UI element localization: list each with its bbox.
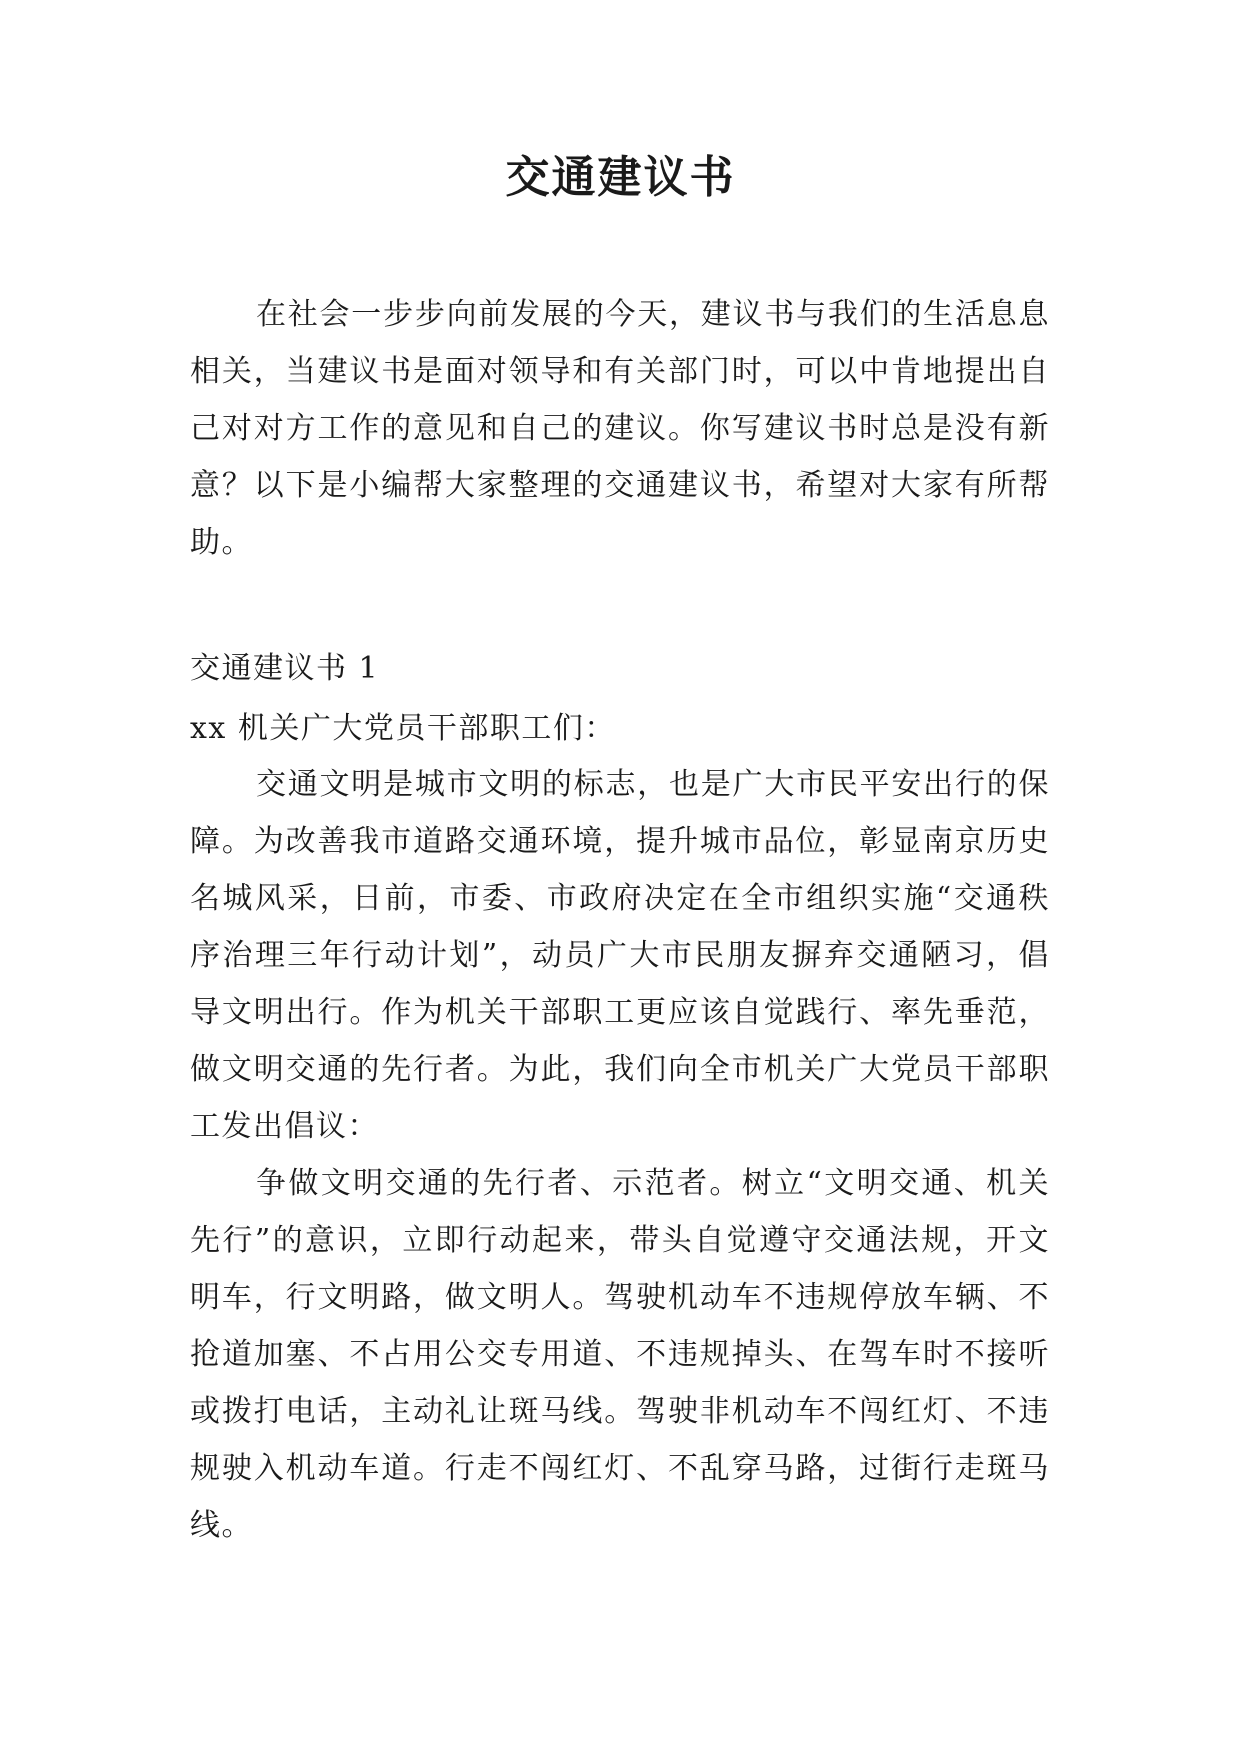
intro-paragraph: 在社会一步步向前发展的今天，建议书与我们的生活息息相关，当建议书是面对领导和有关部门时，可以中肯地提出自己对对方工作的意见和自己的建议。你写建议书时总是没有新意？以下是小编帮大家整理的交通建议书，希望对大家有所帮助。 bbox=[190, 297, 1050, 560]
salutation: xx 机关广大党员干部职工们： bbox=[190, 711, 616, 746]
body-paragraph-1: 交通文明是城市文明的标志，也是广大市民平安出行的保障。为改善我市道路交通环境，提升城市品位，彰显南京历史名城风采，日前，市委、市政府决定在全市组织实施“交通秩序治理三年行动计划”，动员广大市民朋友摒弃交通陋习，倡导文明出行。作为机关干部职工更应该自觉践行、率先垂范，做文明交通的先行者。为此，我们向全市机关广大党员干部职工发出倡议： bbox=[190, 767, 1050, 1144]
section-heading: 交通建议书 1 bbox=[190, 651, 380, 686]
document-title: 交通建议书 bbox=[505, 152, 736, 203]
body-paragraph-2: 争做文明交通的先行者、示范者。树立“文明交通、机关先行”的意识，立即行动起来，带头自觉遵守交通法规，开文明车，行文明路，做文明人。驾驶机动车不违规停放车辆、不抢道加塞、不占用公交专用道、不违规掉头、在驾车时不接听或拨打电话，主动礼让斑马线。驾驶非机动车不闯红灯、不违规驶入机动车道。行走不闯红灯、不乱穿马路，过街行走斑马线。 bbox=[190, 1166, 1050, 1543]
